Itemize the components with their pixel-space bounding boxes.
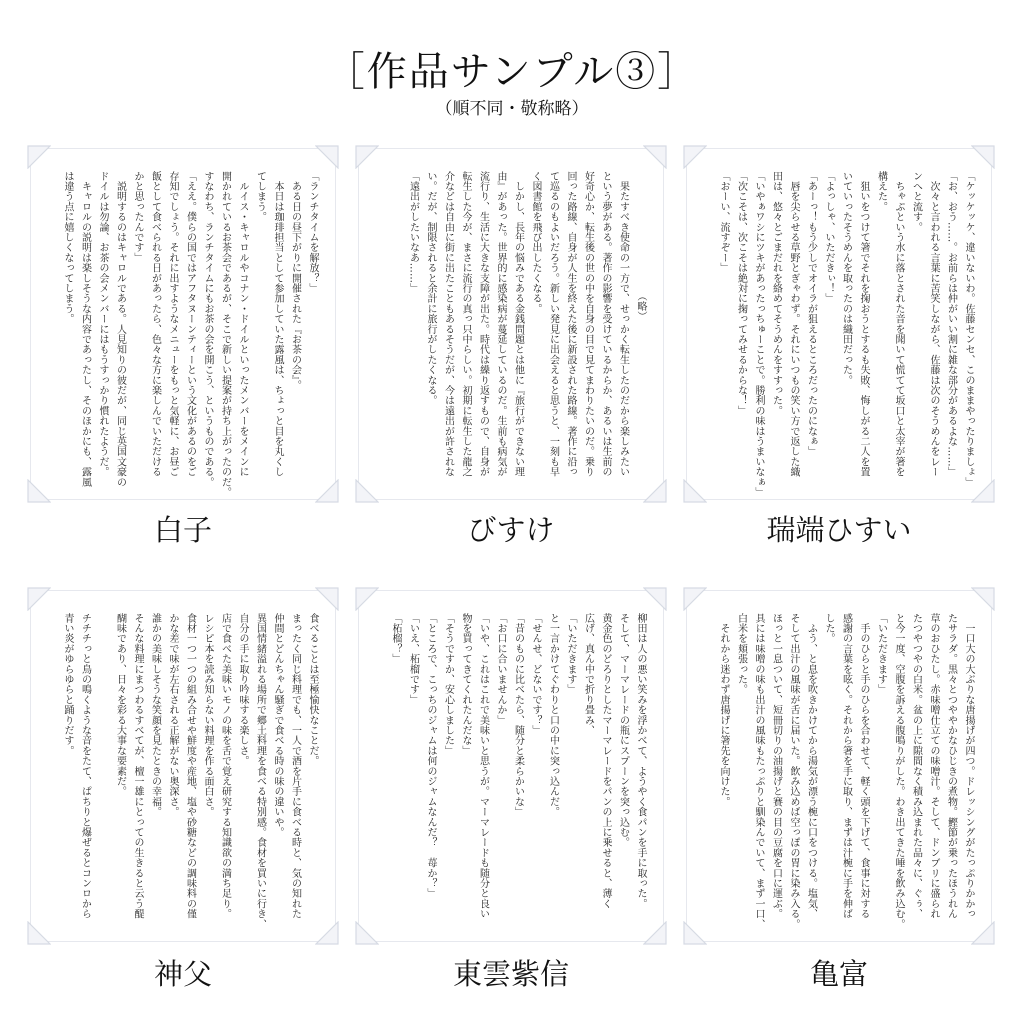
sample-panel	[358, 148, 664, 500]
text-line: 好奇心か、転生後の世の中を自身の目で見てまわりたいのだ。乗り	[582, 171, 594, 477]
text-line: かと思ったんです」	[132, 171, 143, 263]
sample-panel	[686, 590, 992, 942]
author-name: びすけ	[467, 513, 555, 547]
text-line: 物を買ってきてくれたんだな」	[460, 613, 471, 756]
corner-decoration-icon	[315, 145, 339, 169]
corner-decoration-icon	[683, 145, 707, 169]
text-line: 草のおひたし。赤味噌仕立ての味噌汁。そして、ドンブリに盛られ	[928, 613, 939, 919]
sample-text	[701, 613, 977, 930]
text-line: ンへと流す。	[910, 171, 922, 233]
text-line: そんな料理にまつわるすべてが、檀一雄にとっての生きると云う醍	[132, 613, 143, 919]
text-line: ほっと一息ついて、短冊切りの油揚げと賽の目の豆腐を口に運ぶ。	[770, 613, 782, 919]
page-subtitle: （順不同・敬称略）	[435, 99, 589, 119]
author-name: 瑞端ひすい	[766, 513, 912, 547]
text-line: たつやつやの白米。盆の上に隙間なく積み込まれた品々に、ぐぅ、	[910, 613, 922, 919]
text-line: 由』があった。世界的に感染病が蔓延しているのだ。生前も病気が	[495, 171, 506, 477]
text-line: 「あーっ！もう少しでオイラが狙えるところだったのになぁ」	[805, 171, 817, 457]
text-line: 柳田は人の悪い笑みを浮かべて、ようやく食パンを手に取った。	[635, 613, 646, 909]
text-line: 自分の手に取り吟味する楽しさ。	[237, 613, 248, 766]
text-line: 「おーい、流すぞー」	[718, 171, 729, 273]
text-line: した。	[823, 613, 834, 644]
text-line: 「柘榴？」	[390, 613, 401, 664]
text-line: 次々と言われる言葉に苦笑しながら、佐藤は次のそうめんをレー	[928, 171, 939, 477]
text-line: 説明するのはキャロルである。人見知りの彼だが、同じ英国文豪の	[114, 171, 126, 488]
text-line: 黄金色のどろりとしたマーマレードをパンの上に乗せると、薄く	[600, 613, 611, 909]
text-line: 転生した今が、まさに流行の真っ只中らしい。初期に転生した龍之	[460, 171, 471, 477]
text-line: （略）	[635, 291, 646, 322]
author-name: 東雲紫信	[452, 957, 569, 991]
text-line: 食べることは至極愉快なことだ。	[307, 613, 318, 766]
text-line: キャロルの説明は楽しそうな内容であったし、そのほかにも、露風	[79, 171, 91, 488]
sample-panel	[30, 590, 336, 942]
text-line: それから迷わず唐揚げに箸先を向けた。	[718, 613, 729, 807]
text-line: 唇を尖らせる草野とぎゃわず。それにいつもの笑い方で返した織	[788, 171, 799, 477]
text-line: 「ランチタイムを解放？」	[307, 171, 318, 294]
text-line: 「ケッケッケ、違いないわ。佐藤センセ、このままやったりましょ」	[963, 171, 974, 488]
text-line: 一口大の大ぶりな唐揚げが四つ。ドレッシングがたっぷりかかっ	[963, 613, 974, 919]
text-line: ルイス・キャロルやコナン・ドイルといったメンバーをメインに	[237, 171, 248, 477]
text-line: たサラダ。黒々とつややかなひじきの煮物。鰹節が乗ったほうれん	[945, 613, 957, 919]
text-line: 食材一つ一つの組み合せや鮮度や産地、塩や砂糖などの調味料の僅	[184, 613, 196, 919]
corner-decoration-icon	[355, 145, 379, 169]
sample-panel	[686, 148, 992, 500]
text-line: と一言かけてぐわりと口の中に突っ込んだ。	[547, 613, 559, 817]
text-line: まったく同じ料理でも、一人で酒を片手に食べる時と、気の知れた	[289, 613, 301, 919]
sample-text	[373, 171, 649, 485]
text-line: てしまう。	[254, 171, 266, 222]
text-line: 飯として食べられる日があったら、色々な方に楽しんでいただける	[149, 171, 161, 477]
text-line: そして、マーマレードの瓶にスプーンを突っ込む。	[617, 613, 629, 848]
text-line: 醐味であり、日々を彩る大事な要素だ。	[114, 613, 126, 797]
text-line: 具には味噌の味も出汁の風味もたっぷりと馴染んでいて、まず一口、	[753, 613, 764, 930]
sample-panel	[358, 590, 664, 942]
corner-decoration-icon	[27, 145, 51, 169]
text-line: かな差で味が左右される正解がない奥深さ。	[167, 613, 178, 817]
corner-decoration-icon	[643, 145, 667, 169]
text-line: 「そうですか、安心しました」	[442, 613, 454, 756]
text-line: ふう、と息を吹きかけてから湯気が漂う椀に口をつける。塩気、	[805, 613, 817, 919]
text-line: い。だが、制限されると余計に旅行がしたくなる。	[425, 171, 436, 406]
text-line: ちゃぷという水に落とされた音を聞いて慌てて坂口と太宰が箸を	[893, 171, 904, 477]
text-line: 介などは自由に街に出たこともあるそうだが、今は遠出が許されな	[442, 171, 454, 477]
text-line: て巡るのもよいだろう。新しい発見に出会えると思うと、一刻も早	[547, 171, 559, 477]
corner-decoration-icon	[355, 587, 379, 611]
text-line: 果たすべき使命の一方で、せっかく転生したのだから楽しみたい	[617, 171, 629, 477]
corner-decoration-icon	[27, 587, 51, 611]
sample-text	[373, 613, 649, 927]
text-line: 手のひらと手のひらを合わせて、軽く頭を下げて、食事に対する	[858, 613, 869, 919]
text-line: 「お、おう……。お前らは仲がいい割に雑な部分があるよな……」	[945, 171, 957, 477]
text-line: ドイルは勿論、お茶の会メンバーにはもうすっかり慣れたようだ。	[97, 171, 108, 477]
corner-decoration-icon	[683, 587, 707, 611]
page-title: ［作品サンプル③］	[324, 49, 700, 95]
text-line: く図書館を飛び出したくなる。	[530, 171, 541, 314]
sample-panel	[30, 148, 336, 500]
text-line: と今一度、空腹を訴える腹鳴りがした。わき出てきた唾を飲み込む。	[893, 613, 904, 930]
text-line: 「次こそは、次こそは絶対に掬ってみせるからな！」	[735, 171, 747, 416]
text-line: そして出汁の風味が舌に届いた。飲み込めば空っぽの胃に染み入る。	[788, 613, 799, 930]
sample-text	[45, 171, 321, 498]
text-line: 異国情緒溢れる場所で郷土料理を食べる特別感。食材を買いに行き、	[254, 613, 266, 930]
text-line: 誰かの美味しそうな笑顔を見たときの幸福。	[149, 613, 161, 817]
text-line: 「昔のものに比べたら、随分と柔らかいな」	[512, 613, 524, 817]
text-line: 田は、悠々とごまだれを絡めてそうめんをすすった。	[770, 171, 782, 416]
text-line: 「よっしゃ、いただきぃ！」	[823, 171, 834, 304]
text-line: 構えた。	[875, 171, 887, 212]
text-line: 存知でしょう。それに出すようなメニューをもっと気軽に、お昼ご	[167, 171, 178, 477]
text-line: 流行り、生活に大きな支障が出た。時代は繰り返すもので、自身が	[477, 171, 489, 477]
corner-decoration-icon	[971, 587, 995, 611]
text-line: レシピ本を読み知らない料理を作る面白さ。	[202, 613, 213, 817]
corner-decoration-icon	[971, 145, 995, 169]
text-line: 本日は珈琲担当として参加していた露風は、ちょっと目を丸くし	[272, 171, 283, 477]
author-name: 神父	[153, 957, 212, 991]
text-line: 「お口に合いませんか」	[495, 613, 506, 726]
text-line: 「いただきます」	[875, 613, 887, 695]
text-line: 「いただきます」	[565, 613, 576, 695]
corner-decoration-icon	[315, 587, 339, 611]
text-line: すなわち、ランチタイムにもお茶の会を開こう、というものである。	[202, 171, 213, 488]
text-line: 「遠出がしたいなあ……」	[407, 171, 419, 294]
text-line: しかし、長年の悩みである金銭問題とは他に『旅行ができない理	[512, 171, 524, 477]
text-line	[94, 613, 112, 927]
text-line: 「せんせ、どないです？」	[530, 613, 541, 736]
text-line: 開かれているお茶会であるが、そこで新しい提案が持ち上がったのだ。	[219, 171, 231, 498]
text-line: 店で食べた美味いモノの味を舌で覚え研究する知識欲の満ち足り。	[219, 613, 231, 919]
text-line: 「ええ。僕らの国ではアフタヌーンティーという文化があるのをご	[184, 171, 196, 477]
text-line: という夢がある。著作の影響を受けているからか、あるいは生前の	[600, 171, 611, 477]
text-line: 青い炎がゆらゆらと踊りだす。	[62, 613, 73, 756]
text-line: 仲間とどんちゃん騒ぎで食べる時の味の違いや。	[272, 613, 283, 838]
text-line: ある日の昼下がりに開催された『お茶の会』。	[289, 171, 301, 391]
text-line: 「いや、これはこれで美味いと思うが。マーマレードも随分と良い	[477, 613, 489, 919]
corner-decoration-icon	[643, 587, 667, 611]
sample-text	[701, 171, 977, 498]
author-name: 白子	[153, 513, 212, 547]
author-name: 亀富	[809, 957, 868, 991]
text-line: 回った路線、自身が人生を終えた後に新設された路線。著作に沿っ	[565, 171, 576, 477]
text-line: 白米を頬張った。	[735, 613, 747, 695]
text-line: 広げ、真ん中で折り畳み、	[582, 613, 594, 736]
text-line: 「いえ、柘榴です」	[407, 613, 419, 705]
text-line: は違う点に嬉しくなってしまう。	[62, 171, 73, 324]
text-line: チチチっと鳥の鳴くような音をたて、ぱちりと爆ぜるとコンロから	[79, 613, 91, 919]
text-line: 「いやぁワシにツキがあったっちゅーことで。勝利の味はうまいなぁ」	[753, 171, 764, 498]
text-line: 感謝の言葉を呟く。それから箸を手に取り、まずは汁椀に手を伸ば	[840, 613, 852, 919]
text-line: いていったそうめんを取ったのは織田だった。	[840, 171, 852, 386]
sample-text	[45, 613, 321, 930]
text-line: 「ところで、こっちのジャムは何のジャムなんだ？ 苺か？」	[425, 613, 436, 899]
text-line: 狙いをつけて箸でそれを掬おうとするも失敗、悔しがる二人を置	[858, 171, 869, 477]
